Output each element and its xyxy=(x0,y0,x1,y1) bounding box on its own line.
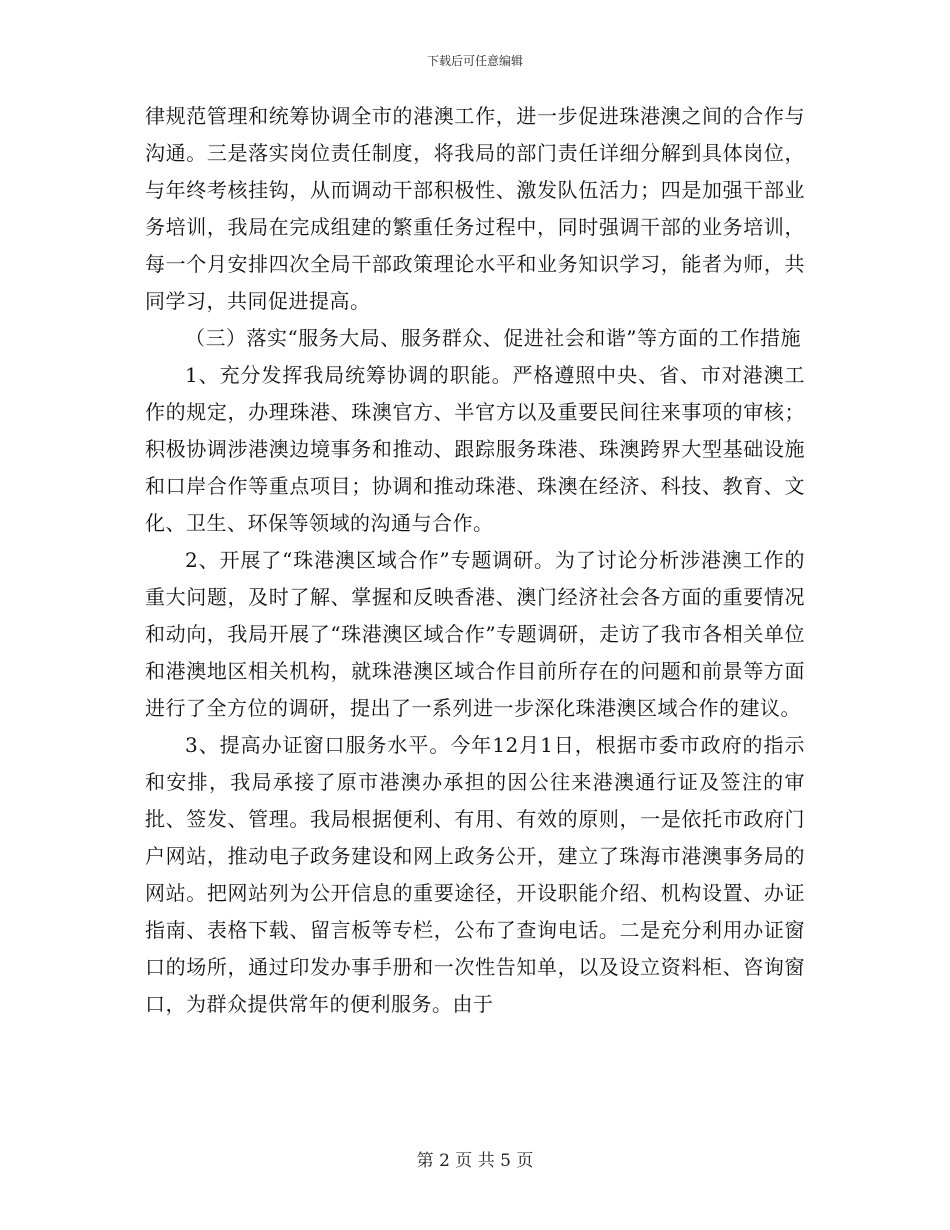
paragraph-item-3: 3、提高办证窗口服务水平。今年12月1日，根据市委市政府的指示和安排，我局承接了原市港澳办承担的因公往来港澳通行证及签注的审批、签发、管理。我局根据便利、有用、有效的原则，一是依托市政府门户网站，推动电子政务建设和网上政务公开，建立了珠海市港澳事务局的网站。把网站列为公开信息的重要途径，开设职能介绍、机构设置、办证指南、表格下载、留言板等专栏，公布了查询电话。二是充分利用办证窗口的场所，通过印发办事手册和一次性告知单，以及设立资料柜、咨询窗口，为群众提供常年的便利服务。由于 xyxy=(145,733,805,1016)
section-heading-3: （三）落实“服务大局、服务群众、促进社会和谐”等方面的工作措施 xyxy=(185,326,801,350)
page-number: 第 2 页 共 5 页 xyxy=(416,1151,534,1171)
document-body xyxy=(145,98,805,1023)
paragraph-continuation: 律规范管理和统筹协调全市的港澳工作，进一步促进珠港澳之间的合作与沟通。三是落实岗位责任制度，将我局的部门责任详细分解到具体岗位，与年终考核挂钩，从而调动干部积极性、激发队伍活力；四是加强干部业务培训，我局在完成组建的繁重任务过程中，同时强调干部的业务培训，每一个月安排四次全局干部政策理论水平和业务知识学习，能者为师，共同学习，共同促进提高。 xyxy=(145,104,805,313)
page-header: 下载后可任意编辑 xyxy=(426,54,523,68)
paragraph-item-2: 2、开展了“珠港澳区域合作”专题调研。为了讨论分析涉港澳工作的重大问题，及时了解、掌握和反映香港、澳门经济社会各方面的重要情况和动向，我局开展了“珠港澳区域合作”专题调研，走访了我市各相关单位和港澳地区相关机构，就珠港澳区域合作目前所存在的问题和前景等方面进行了全方位的调研，提出了一系列进一步深化珠港澳区域合作的建议。 xyxy=(145,548,805,720)
paragraph-item-1: 1、充分发挥我局统筹协调的职能。严格遵照中央、省、市对港澳工作的规定，办理珠港、珠澳官方、半官方以及重要民间往来事项的审核；积极协调涉港澳边境事务和推动、跟踪服务珠港、珠澳跨界大型基础设施和口岸合作等重点项目；协调和推动珠港、珠澳在经济、科技、教育、文化、卫生、环保等领域的沟通与合作。 xyxy=(145,363,805,535)
